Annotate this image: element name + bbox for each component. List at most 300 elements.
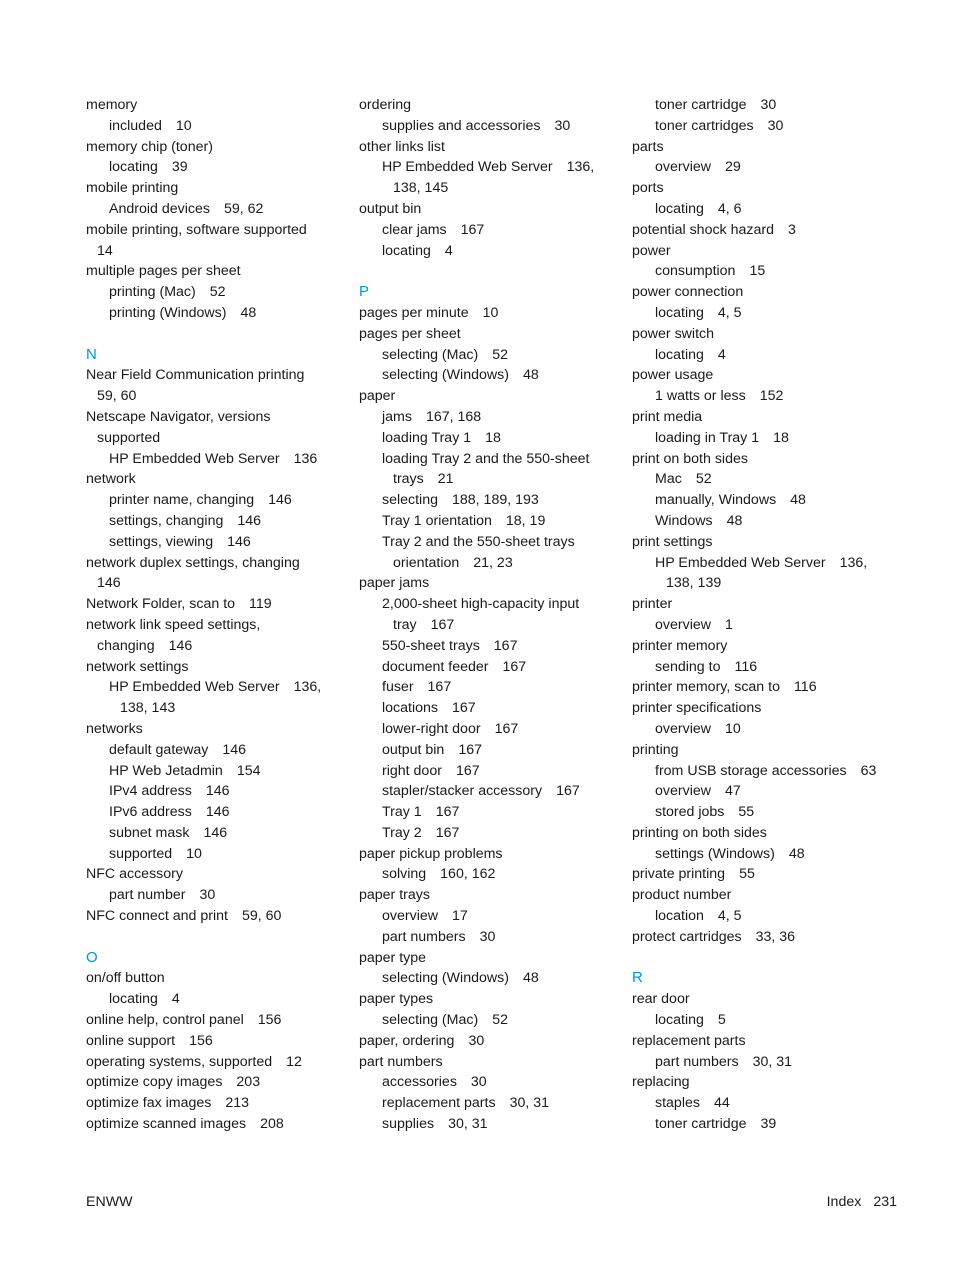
index-page-ref: 52 bbox=[695, 471, 712, 488]
index-page-ref: 1 bbox=[724, 616, 733, 633]
index-entry bbox=[86, 719, 348, 740]
index-term: HP Embedded Web Server bbox=[655, 554, 826, 571]
index-page-ref: 167 bbox=[430, 616, 455, 633]
index-term: replacement parts bbox=[632, 1032, 746, 1049]
index-subentry bbox=[359, 241, 621, 262]
index-page-ref: 116 bbox=[734, 658, 758, 675]
index-term: printing (Mac) bbox=[109, 284, 196, 301]
index-page-ref: 146 bbox=[168, 637, 193, 654]
index-entry bbox=[359, 885, 621, 906]
index-term: default gateway bbox=[109, 741, 209, 758]
index-entry bbox=[632, 989, 894, 1010]
index-subentry bbox=[632, 469, 894, 490]
index-entry bbox=[86, 906, 348, 927]
index-subentry bbox=[359, 428, 621, 449]
index-subentry bbox=[632, 428, 894, 449]
index-subentry bbox=[86, 989, 348, 1010]
index-term: locating bbox=[109, 159, 158, 176]
index-term: manually, Windows bbox=[655, 492, 777, 509]
index-page-ref: 136 bbox=[293, 450, 318, 467]
index-term: Android devices bbox=[109, 200, 210, 217]
index-term: tray bbox=[393, 616, 417, 633]
index-term: consumption bbox=[655, 263, 736, 280]
index-page-ref: 138, 143 bbox=[120, 700, 176, 717]
index-subentry bbox=[359, 761, 621, 782]
index-term: orientation bbox=[393, 554, 460, 571]
index-term: printer memory bbox=[632, 637, 728, 654]
index-page-ref: 55 bbox=[738, 804, 755, 821]
index-term: settings (Windows) bbox=[655, 845, 775, 862]
index-term: paper, ordering bbox=[359, 1032, 455, 1049]
index-entry bbox=[359, 1052, 621, 1073]
index-term: locating bbox=[655, 304, 704, 321]
index-term: from USB storage accessories bbox=[655, 762, 847, 779]
index-page-ref: 146 bbox=[203, 824, 228, 841]
index-term: Tray 2 and the 550-sheet trays bbox=[382, 533, 575, 550]
index-page-ref: 15 bbox=[749, 263, 766, 280]
index-term: Tray 2 bbox=[382, 824, 422, 841]
index-subentry bbox=[359, 968, 621, 989]
index-term: HP Embedded Web Server bbox=[109, 450, 280, 467]
index-subentry bbox=[86, 885, 348, 906]
index-term: other links list bbox=[359, 138, 445, 155]
index-subentry bbox=[632, 116, 894, 137]
index-entry bbox=[632, 1031, 894, 1052]
index-subentry bbox=[359, 802, 621, 823]
index-term: location bbox=[655, 908, 704, 925]
index-subentry bbox=[359, 449, 621, 470]
index-term: overview bbox=[655, 783, 711, 800]
index-page-ref: 116 bbox=[793, 679, 817, 696]
index-term: network link speed settings, bbox=[86, 616, 261, 633]
index-page-ref: 39 bbox=[760, 1116, 777, 1133]
index-term: locating bbox=[655, 1012, 704, 1029]
index-subentry bbox=[86, 282, 348, 303]
index-term: loading Tray 2 and the 550-sheet bbox=[382, 450, 590, 467]
index-term: online support bbox=[86, 1032, 176, 1049]
index-subentry bbox=[86, 802, 348, 823]
footer-left bbox=[86, 1192, 133, 1212]
index-term: optimize scanned images bbox=[86, 1116, 247, 1133]
index-term: printing on both sides bbox=[632, 824, 767, 841]
index-term: supported bbox=[97, 429, 161, 446]
index-entry bbox=[359, 989, 621, 1010]
index-term: accessories bbox=[382, 1074, 457, 1091]
index-page-ref: 156 bbox=[257, 1012, 282, 1029]
index-term: lower-right door bbox=[382, 720, 481, 737]
index-entry bbox=[86, 864, 348, 885]
index-subentry bbox=[359, 657, 621, 678]
index-term: Mac bbox=[655, 471, 682, 488]
index-subentry bbox=[632, 906, 894, 927]
index-term: part numbers bbox=[382, 928, 466, 945]
index-page-ref: 167 bbox=[460, 221, 485, 238]
index-entry-continuation bbox=[86, 386, 348, 407]
index-term: pages per minute bbox=[359, 304, 469, 321]
index-term: ordering bbox=[359, 97, 412, 113]
index-entry bbox=[632, 740, 894, 761]
index-subentry bbox=[632, 303, 894, 324]
index-subentry bbox=[86, 157, 348, 178]
index-page-ref: 48 bbox=[522, 970, 539, 987]
index-column-2 bbox=[359, 95, 621, 1135]
index-subentry bbox=[632, 1052, 894, 1073]
index-subentry bbox=[359, 345, 621, 366]
index-page-ref: 63 bbox=[860, 762, 877, 779]
index-page-ref: 30 bbox=[554, 117, 571, 134]
footer-section-label: Index bbox=[826, 1194, 862, 1210]
index-term: overview bbox=[655, 159, 711, 176]
index-term: printer name, changing bbox=[109, 492, 255, 509]
index-column-3 bbox=[632, 95, 894, 1135]
index-entry-continuation bbox=[86, 428, 348, 449]
index-subentry bbox=[632, 261, 894, 282]
index-page-ref: 167 bbox=[493, 637, 518, 654]
index-entry bbox=[359, 137, 621, 158]
index-term: trays bbox=[393, 471, 424, 488]
index-term: memory bbox=[86, 97, 138, 113]
index-page-ref: 30, 31 bbox=[752, 1053, 793, 1070]
index-subentry bbox=[632, 781, 894, 802]
index-term: online help, control panel bbox=[86, 1012, 244, 1029]
index-page-ref: 167 bbox=[455, 762, 480, 779]
index-term: mobile printing, software supported bbox=[86, 221, 307, 238]
index-entry bbox=[86, 137, 348, 158]
index-entry bbox=[632, 636, 894, 657]
index-entry bbox=[86, 1031, 348, 1052]
index-subentry bbox=[86, 740, 348, 761]
index-page-ref: 188, 189, 193 bbox=[452, 492, 539, 509]
index-entry bbox=[86, 968, 348, 989]
index-term: network settings bbox=[86, 658, 189, 675]
index-subentry bbox=[632, 199, 894, 220]
index-entry bbox=[632, 365, 894, 386]
index-letter-heading: O bbox=[86, 948, 98, 966]
index-page-ref: 167 bbox=[494, 720, 519, 737]
index-term: paper bbox=[359, 388, 396, 405]
index-term: paper types bbox=[359, 991, 434, 1008]
index-term: clear jams bbox=[382, 221, 447, 238]
index-term: staples bbox=[655, 1095, 700, 1112]
index-term: print settings bbox=[632, 533, 713, 550]
index-page-ref: 4, 5 bbox=[717, 304, 742, 321]
index-entry bbox=[632, 282, 894, 303]
index-term: optimize copy images bbox=[86, 1074, 223, 1091]
index-term: optimize fax images bbox=[86, 1095, 212, 1112]
index-entry bbox=[86, 469, 348, 490]
index-term: 1 watts or less bbox=[655, 388, 746, 405]
index-term: part numbers bbox=[359, 1053, 443, 1070]
index-term: Near Field Communication printing bbox=[86, 367, 305, 384]
index-subentry bbox=[359, 740, 621, 761]
index-term: printer memory, scan to bbox=[632, 679, 780, 696]
index-subentry bbox=[632, 1114, 894, 1135]
index-subentry bbox=[359, 906, 621, 927]
index-term: rear door bbox=[632, 991, 690, 1008]
index-page-ref: 12 bbox=[286, 1053, 302, 1070]
index-entry-continuation bbox=[359, 178, 621, 199]
index-subentry bbox=[359, 365, 621, 386]
index-subentry bbox=[86, 677, 348, 698]
index-page-ref: 30, 31 bbox=[448, 1116, 488, 1133]
index-entry-continuation bbox=[86, 573, 348, 594]
index-term: product number bbox=[632, 887, 732, 904]
index-term: selecting (Windows) bbox=[382, 367, 509, 384]
index-entry bbox=[359, 1031, 621, 1052]
index-term: settings, viewing bbox=[109, 533, 214, 550]
index-term: printer specifications bbox=[632, 700, 762, 717]
index-term: HP Embedded Web Server bbox=[109, 679, 280, 696]
index-term: HP Embedded Web Server bbox=[382, 159, 553, 176]
index-term: changing bbox=[97, 637, 155, 654]
index-subentry bbox=[86, 199, 348, 220]
index-term: stapler/stacker accessory bbox=[382, 783, 543, 800]
index-page-ref: 5 bbox=[717, 1012, 726, 1029]
index-page-ref: 48 bbox=[522, 367, 539, 384]
index-entry bbox=[632, 532, 894, 553]
index-page-ref: 10 bbox=[724, 720, 741, 737]
index-page-ref: 146 bbox=[237, 512, 262, 529]
index-subentry bbox=[359, 864, 621, 885]
index-subentry bbox=[359, 220, 621, 241]
index-page-ref: 167 bbox=[452, 700, 476, 717]
index-term: print on both sides bbox=[632, 450, 748, 467]
index-page-ref: 48 bbox=[240, 304, 257, 321]
index-page-ref: 14 bbox=[97, 242, 113, 259]
index-subentry bbox=[86, 303, 348, 324]
index-entry bbox=[359, 573, 621, 594]
index-subentry bbox=[359, 823, 621, 844]
index-term: selecting bbox=[382, 492, 438, 509]
index-subentry bbox=[632, 761, 894, 782]
index-term: replacing bbox=[632, 1074, 690, 1091]
index-page-ref: 4, 5 bbox=[717, 908, 742, 925]
index-page-ref: 119 bbox=[249, 596, 272, 613]
index-page-ref: 18 bbox=[485, 429, 501, 446]
index-page-ref: 39 bbox=[171, 159, 188, 176]
index-page-ref: 146 bbox=[205, 783, 230, 800]
index-term: selecting (Windows) bbox=[382, 970, 509, 987]
index-subentry bbox=[86, 761, 348, 782]
index-page-ref: 208 bbox=[260, 1116, 284, 1133]
index-subentry bbox=[632, 719, 894, 740]
index-term: paper pickup problems bbox=[359, 845, 503, 862]
index-term: loading Tray 1 bbox=[382, 429, 472, 446]
index-page-ref: 136, bbox=[566, 159, 595, 176]
index-subentry bbox=[632, 511, 894, 532]
index-page-ref: 156 bbox=[189, 1032, 213, 1049]
index-page-ref: 55 bbox=[739, 866, 755, 883]
index-entry bbox=[86, 178, 348, 199]
index-page-ref: 213 bbox=[225, 1095, 250, 1112]
index-page-ref: 4, 6 bbox=[717, 200, 742, 217]
index-subentry bbox=[359, 719, 621, 740]
index-entry bbox=[632, 178, 894, 199]
index-term: part numbers bbox=[655, 1053, 739, 1070]
index-entry bbox=[632, 823, 894, 844]
index-subentry bbox=[632, 553, 894, 574]
index-subentry bbox=[359, 698, 621, 719]
index-page-ref: 52 bbox=[209, 284, 226, 301]
index-term: 2,000-sheet high-capacity input bbox=[382, 596, 580, 613]
index-subentry bbox=[632, 615, 894, 636]
index-subentry bbox=[632, 844, 894, 865]
index-term: locating bbox=[655, 200, 704, 217]
index-term: toner cartridge bbox=[655, 1116, 747, 1133]
index-page-ref: 146 bbox=[268, 492, 292, 509]
index-term: paper jams bbox=[359, 575, 430, 592]
index-subentry bbox=[359, 490, 621, 511]
index-term: stored jobs bbox=[655, 804, 725, 821]
index-term: multiple pages per sheet bbox=[86, 263, 241, 280]
index-term: Tray 1 bbox=[382, 804, 422, 821]
index-term: solving bbox=[382, 866, 427, 883]
index-entry-continuation bbox=[86, 698, 348, 719]
index-page-ref: 146 bbox=[97, 575, 121, 592]
index-entry bbox=[632, 241, 894, 262]
index-term: loading in Tray 1 bbox=[655, 429, 760, 446]
index-subentry bbox=[86, 490, 348, 511]
index-entry bbox=[632, 594, 894, 615]
index-page-ref: 18, 19 bbox=[505, 512, 546, 529]
index-page-ref: 3 bbox=[787, 221, 796, 238]
index-page-ref: 167 bbox=[435, 824, 460, 841]
index-term: locations bbox=[382, 700, 438, 717]
index-term: subnet mask bbox=[109, 824, 190, 841]
index-entry bbox=[86, 365, 348, 386]
index-subentry bbox=[359, 511, 621, 532]
index-subentry bbox=[632, 345, 894, 366]
index-term: included bbox=[109, 117, 162, 134]
index-entry bbox=[632, 677, 894, 698]
index-page-ref: 167 bbox=[435, 804, 460, 821]
index-entry bbox=[632, 1072, 894, 1093]
index-entry bbox=[632, 324, 894, 345]
index-page-ref: 146 bbox=[227, 533, 251, 550]
index-page-ref: 21, 23 bbox=[473, 554, 513, 571]
index-page-ref: 30, 31 bbox=[509, 1095, 550, 1112]
index-entry-continuation bbox=[359, 553, 621, 574]
index-subentry bbox=[86, 781, 348, 802]
index-term: IPv4 address bbox=[109, 783, 192, 800]
index-term: power connection bbox=[632, 284, 744, 301]
index-entry bbox=[86, 261, 348, 282]
index-term: potential shock hazard bbox=[632, 221, 774, 238]
footer-doc-code: ENWW bbox=[86, 1194, 133, 1210]
index-term: overview bbox=[655, 616, 711, 633]
index-term: private printing bbox=[632, 866, 726, 883]
index-term: ports bbox=[632, 180, 664, 197]
index-page-ref: 48 bbox=[790, 492, 806, 509]
index-entry bbox=[632, 407, 894, 428]
index-term: document feeder bbox=[382, 658, 489, 675]
index-page-ref: 48 bbox=[788, 845, 805, 862]
index-term: network bbox=[86, 471, 136, 488]
index-page-ref: 138, 145 bbox=[393, 180, 449, 197]
index-term: power bbox=[632, 242, 671, 259]
index-column-1 bbox=[86, 95, 348, 1135]
index-term: on/off button bbox=[86, 970, 165, 987]
index-subentry bbox=[359, 116, 621, 137]
index-page-ref: 203 bbox=[236, 1074, 261, 1091]
index-page-ref: 30 bbox=[767, 117, 784, 134]
index-entry bbox=[632, 698, 894, 719]
index-term: sending to bbox=[655, 658, 721, 675]
index-page-ref: 4 bbox=[717, 346, 726, 363]
index-entry bbox=[359, 324, 621, 345]
index-term: part number bbox=[109, 887, 186, 904]
index-term: mobile printing bbox=[86, 180, 179, 197]
index-term: settings, changing bbox=[109, 512, 224, 529]
index-page-ref: 29 bbox=[724, 159, 741, 176]
index-page-ref: 33, 36 bbox=[755, 928, 796, 945]
index-term: locating bbox=[109, 991, 158, 1008]
index-page-ref: 52 bbox=[492, 1012, 508, 1029]
index-page-ref: 59, 62 bbox=[223, 200, 264, 217]
index-letter-heading: P bbox=[359, 283, 370, 301]
index-entry bbox=[86, 553, 348, 574]
index-page-ref: 44 bbox=[713, 1095, 730, 1112]
index-term: printing bbox=[632, 741, 679, 758]
index-subentry bbox=[632, 1093, 894, 1114]
index-term: right door bbox=[382, 762, 442, 779]
index-letter-heading: N bbox=[86, 345, 97, 363]
index-term: replacement parts bbox=[382, 1095, 496, 1112]
index-subentry bbox=[359, 927, 621, 948]
index-term: IPv6 address bbox=[109, 804, 192, 821]
index-page-ref: 59, 60 bbox=[241, 908, 282, 925]
index-entry bbox=[359, 199, 621, 220]
index-term: operating systems, supported bbox=[86, 1053, 273, 1070]
index-page-ref: 30 bbox=[199, 887, 216, 904]
index-page-ref: 4 bbox=[444, 242, 453, 259]
page-number: 231 bbox=[873, 1194, 897, 1210]
index-page-ref: 48 bbox=[726, 512, 743, 529]
index-term: Tray 1 orientation bbox=[382, 512, 492, 529]
index-subentry bbox=[86, 449, 348, 470]
index-term: NFC connect and print bbox=[86, 908, 228, 925]
index-subentry bbox=[86, 116, 348, 137]
index-entry bbox=[86, 1010, 348, 1031]
index-page-ref: 4 bbox=[171, 991, 180, 1008]
index-subentry bbox=[86, 823, 348, 844]
index-term: supplies bbox=[382, 1116, 435, 1133]
index-entry bbox=[86, 615, 348, 636]
index-subentry bbox=[86, 511, 348, 532]
index-page-ref: 146 bbox=[205, 804, 230, 821]
index-term: supplies and accessories bbox=[382, 117, 541, 134]
index-page-ref: 10 bbox=[482, 304, 499, 321]
index-term: parts bbox=[632, 138, 664, 155]
index-subentry bbox=[632, 657, 894, 678]
index-letter-heading: R bbox=[632, 969, 643, 987]
index-entry bbox=[632, 449, 894, 470]
index-page-ref: 167 bbox=[427, 679, 452, 696]
index-entry bbox=[86, 1072, 348, 1093]
index-subentry bbox=[359, 407, 621, 428]
index-page-ref: 167 bbox=[502, 658, 527, 675]
index-entry bbox=[86, 594, 348, 615]
index-subentry bbox=[359, 532, 621, 553]
index-entry bbox=[86, 1093, 348, 1114]
index-subentry bbox=[359, 1114, 621, 1135]
index-page-ref: 18 bbox=[773, 429, 789, 446]
index-page-ref: 152 bbox=[759, 388, 784, 405]
index-term: selecting (Mac) bbox=[382, 346, 479, 363]
index-page-ref: 21 bbox=[437, 471, 454, 488]
index-term: toner cartridges bbox=[655, 117, 754, 134]
index-page-ref: 138, 139 bbox=[666, 575, 722, 592]
